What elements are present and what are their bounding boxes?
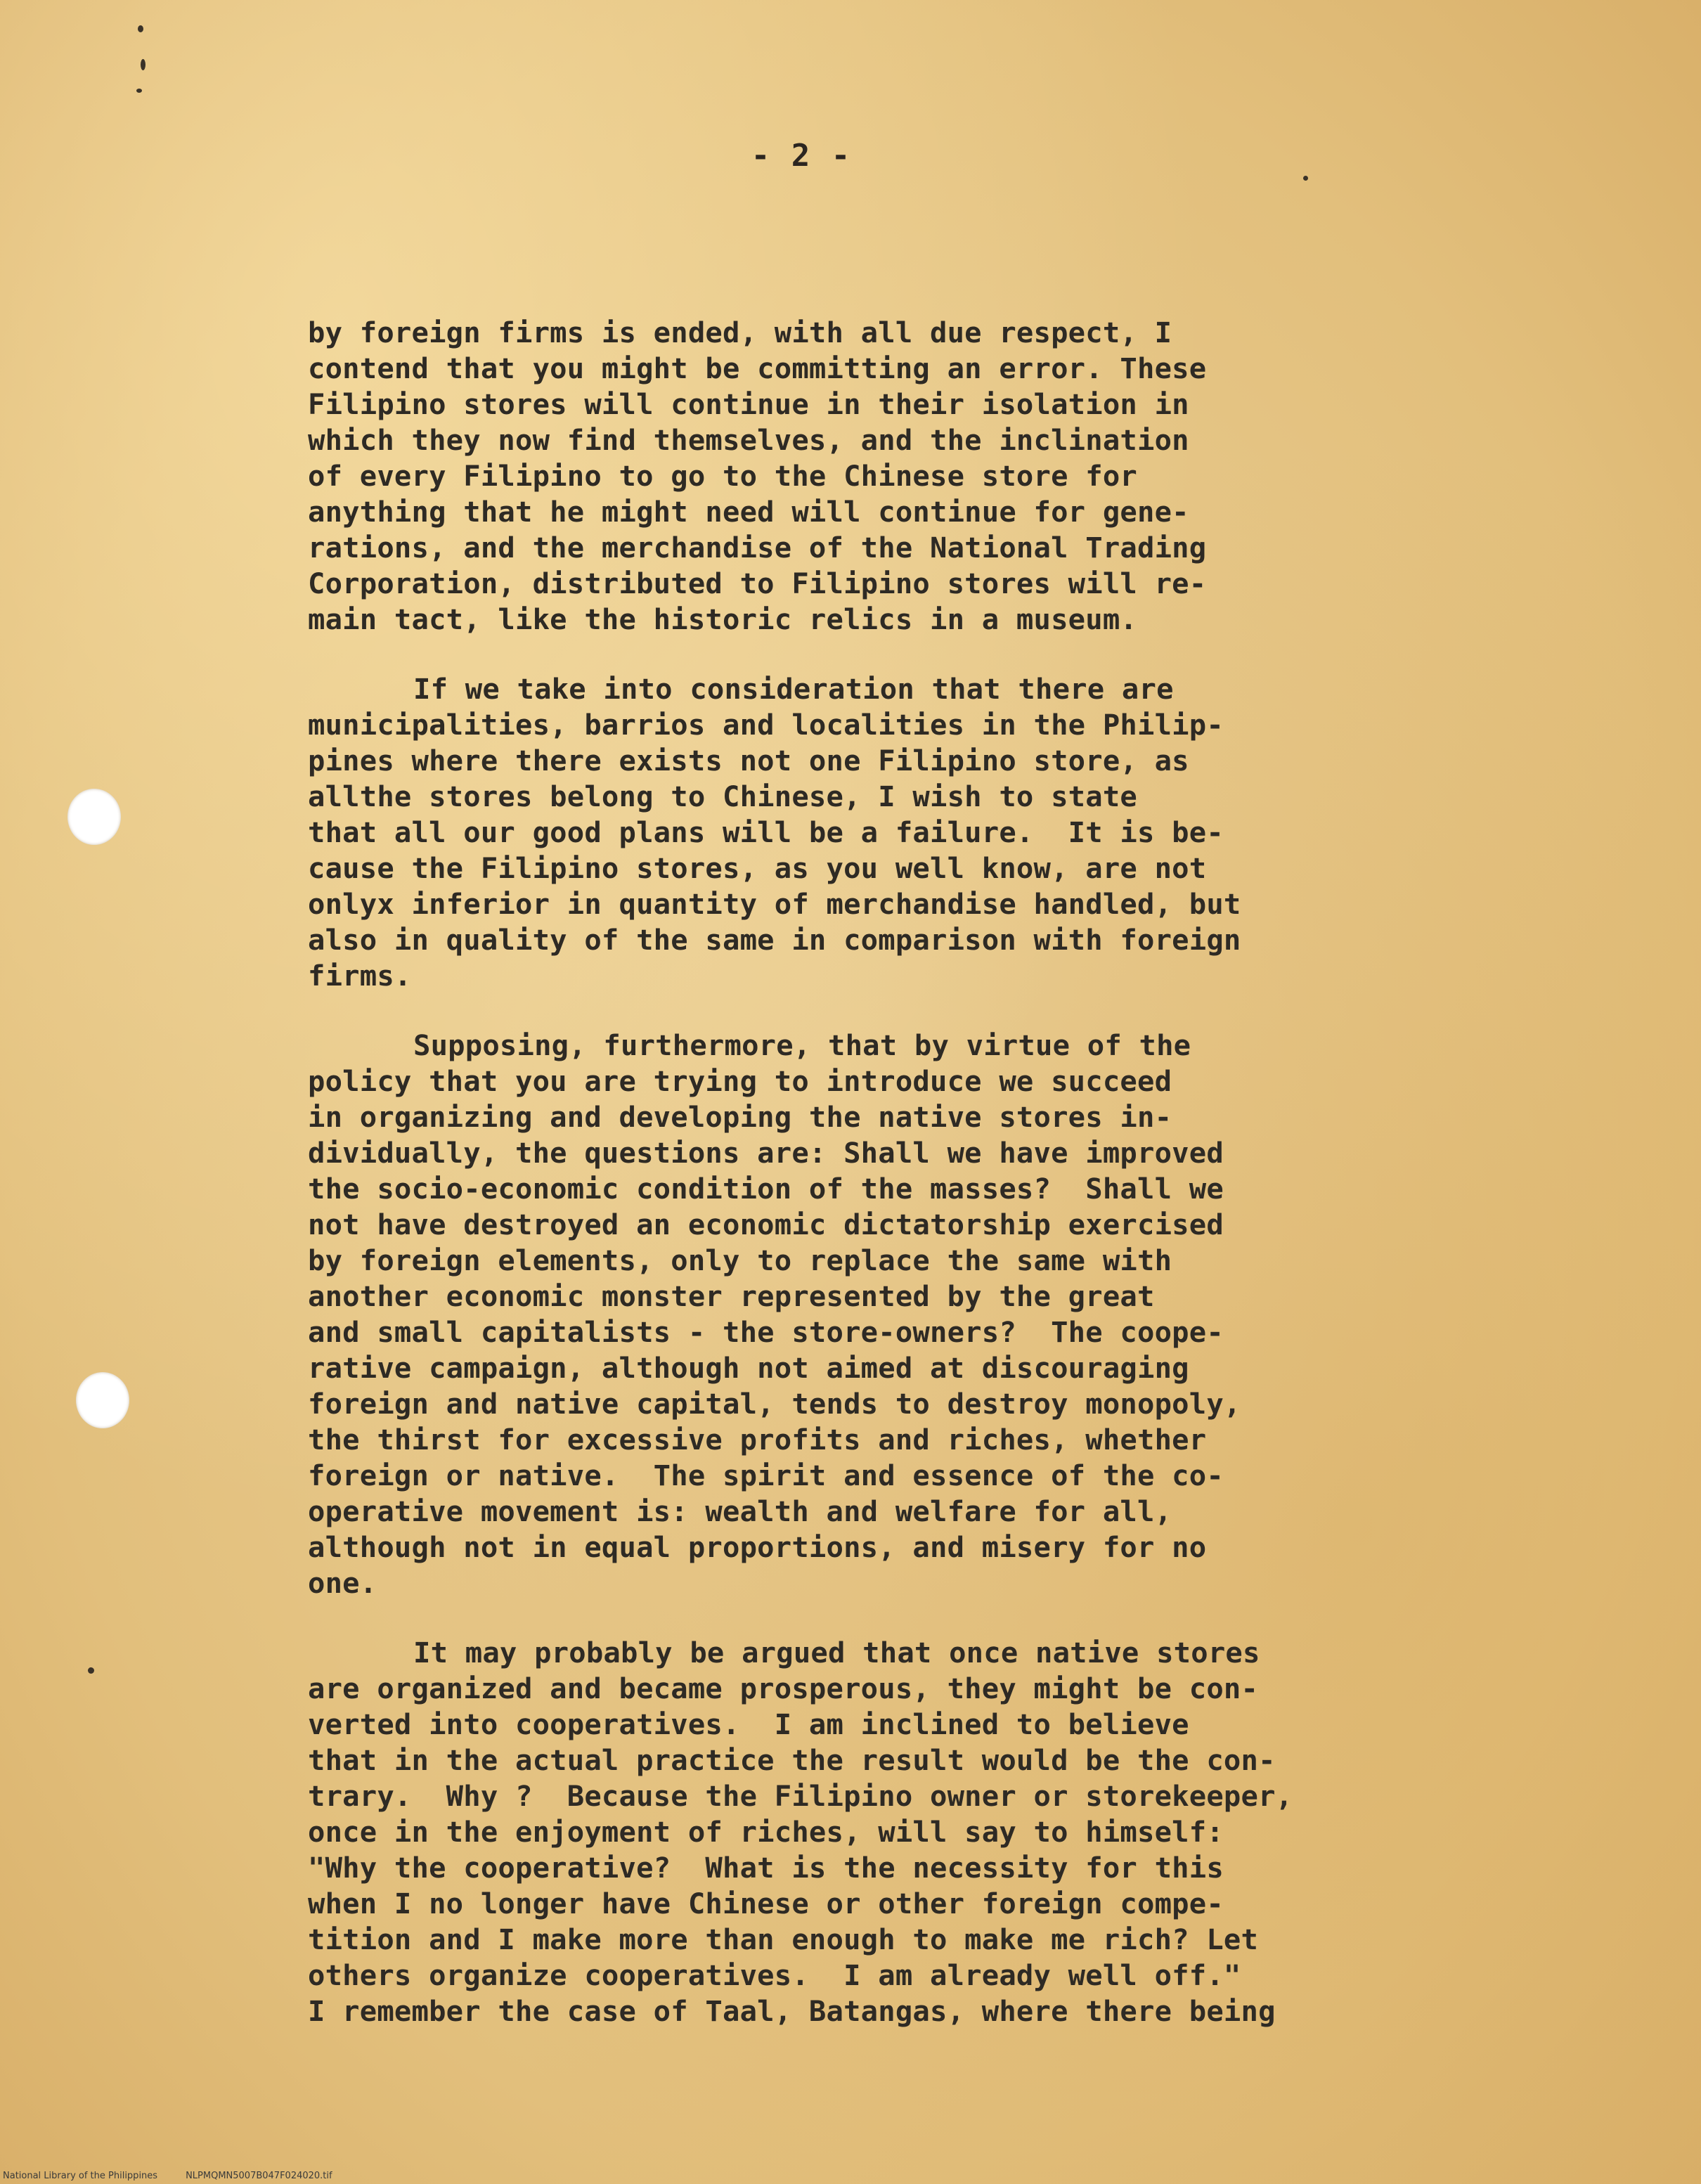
text-line: by foreign firms is ended, with all due respect, I (308, 316, 1172, 349)
text-line: that all our good plans will be a failure. It is be- (308, 815, 1224, 849)
text-line: onlyx inferior in quantity of merchandise handled, but (308, 887, 1241, 921)
text-line: that in the actual practice the result would be the con- (308, 1743, 1276, 1777)
page-number: - 2 - (751, 138, 852, 174)
text-line: verted into cooperatives. I am inclined to believe (308, 1707, 1189, 1741)
text-line: others organize cooperatives. I am already well off." (308, 1958, 1241, 1992)
text-line: not have destroyed an economic dictatorship exercised (308, 1208, 1224, 1241)
file-id: NLPMQMN5007B047F024020.tif (186, 2171, 332, 2181)
text-line: which they now find themselves, and the inclination (308, 423, 1189, 457)
ink-speck (138, 25, 143, 32)
text-line: "Why the cooperative? What is the necessity for this (308, 1851, 1224, 1885)
text-line: the socio-economic condition of the masses? Shall we (308, 1172, 1224, 1206)
text-line: I remember the case of Taal, Batangas, where there being (308, 1994, 1276, 2028)
paragraph (308, 1635, 1566, 2029)
text-line: pines where there exists not one Filipino store, as (308, 744, 1189, 777)
paragraph (308, 671, 1566, 994)
paragraph (308, 1028, 1566, 1601)
text-line: another economic monster represented by the great (308, 1279, 1155, 1313)
text-line: are organized and became prosperous, they might be con- (308, 1672, 1259, 1705)
text-line: It may probably be argued that once native stores (413, 1636, 1260, 1669)
text-line: allthe stores belong to Chinese, I wish to state (308, 780, 1137, 813)
ink-speck (1303, 176, 1308, 181)
text-line: contend that you might be committing an error. These (308, 351, 1207, 385)
ink-speck (136, 89, 142, 93)
text-line: by foreign elements, only to replace the same with (308, 1243, 1172, 1277)
text-line: of every Filipino to go to the Chinese store for (308, 459, 1137, 493)
text-line: tition and I make more than enough to make me rich? Let (308, 1923, 1259, 1956)
text-line: Corporation, distributed to Filipino stores will re- (308, 567, 1207, 600)
punch-hole (76, 1372, 129, 1428)
scan-footer (3, 2171, 332, 2181)
text-line: once in the enjoyment of riches, will say to himself: (308, 1815, 1224, 1849)
text-line: municipalities, barrios and localities in the Philip- (308, 708, 1224, 742)
punch-hole (67, 789, 121, 845)
text-line: rations, and the merchandise of the National Trading (308, 531, 1207, 564)
text-line: the thirst for excessive profits and riches, whether (308, 1423, 1207, 1456)
text-line: dividually, the questions are: Shall we have improved (308, 1136, 1224, 1170)
text-line: foreign and native capital, tends to destroy monopoly, (308, 1387, 1241, 1421)
ink-speck (88, 1667, 94, 1674)
text-line: also in quality of the same in comparison with foreign (308, 923, 1241, 957)
library-credit: National Library of the Philippines (3, 2171, 158, 2181)
paragraph (308, 315, 1566, 638)
text-line: operative movement is: wealth and welfare for all, (308, 1494, 1172, 1528)
text-line: Supposing, furthermore, that by virtue of the (413, 1028, 1191, 1062)
text-line: although not in equal proportions, and misery for no (308, 1530, 1207, 1564)
text-line: If we take into consideration that there are (413, 672, 1174, 706)
text-line: trary. Why ? Because the Filipino owner or storekeeper, (308, 1779, 1293, 1813)
text-line: foreign or native. The spirit and essence of the co- (308, 1459, 1224, 1492)
letter-body (308, 315, 1566, 2063)
text-line: cause the Filipino stores, as you well know, are not (308, 851, 1207, 885)
text-line: Filipino stores will continue in their isolation in (308, 387, 1189, 421)
text-line: and small capitalists - the store-owners? The coope- (308, 1315, 1224, 1349)
text-line: when I no longer have Chinese or other foreign compe- (308, 1887, 1224, 1920)
text-line: main tact, like the historic relics in a museum. (308, 602, 1137, 636)
text-line: one. (308, 1566, 377, 1600)
text-line: in organizing and developing the native stores in- (308, 1100, 1172, 1134)
text-line: anything that he might need will continue for gene- (308, 495, 1189, 529)
text-line: policy that you are trying to introduce we succeed (308, 1064, 1172, 1098)
ink-speck (141, 59, 145, 70)
text-line: firms. (308, 959, 412, 993)
text-line: rative campaign, although not aimed at discouraging (308, 1351, 1189, 1385)
